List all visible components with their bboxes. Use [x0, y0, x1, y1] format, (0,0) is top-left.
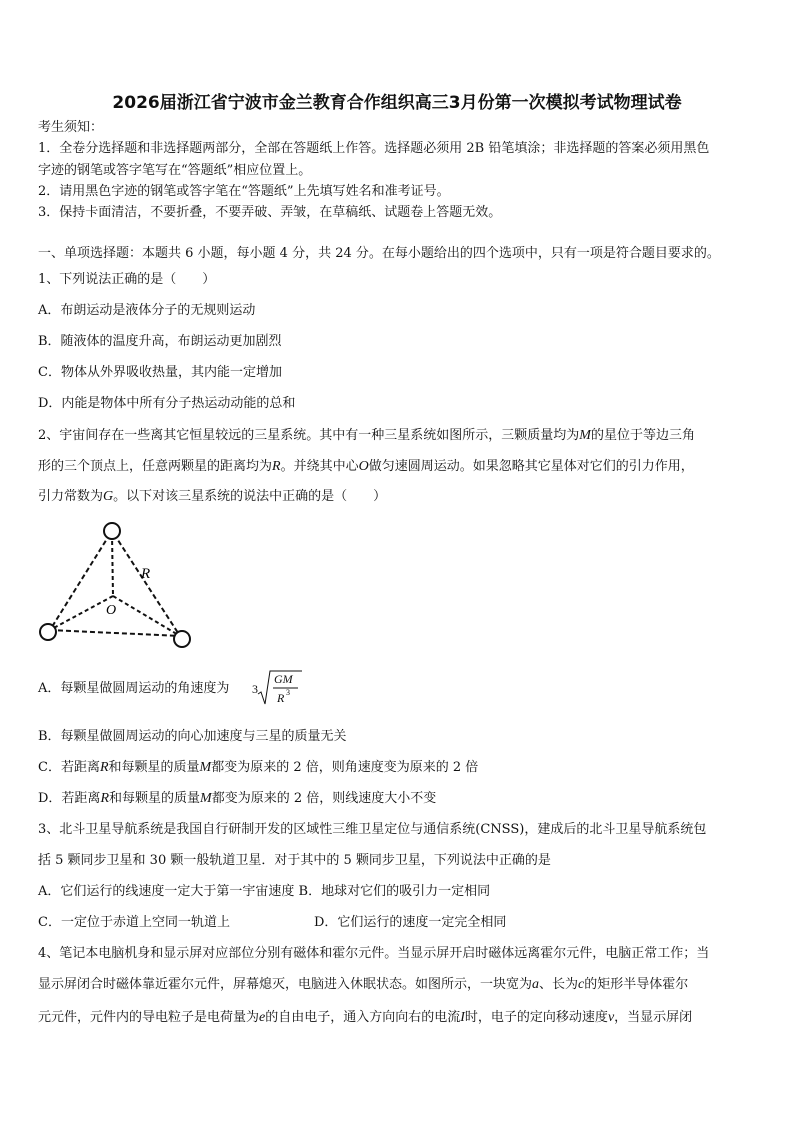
var-m: M [579, 428, 591, 443]
q4-text: 的矩形半导体霍尔 [584, 977, 689, 992]
q4-stem-line3 [38, 1009, 692, 1027]
q3-stem-line1: 3、北斗卫星导航系统是我国自行研制开发的区域性三维卫星定位与通信系统(CNSS)，建成后的北斗卫星导航系统包 [38, 822, 707, 837]
var-g: G [103, 489, 114, 504]
notice-item-1b: 字迹的钢笔或答字笔写在“答题纸”相应位置上。 [38, 163, 312, 178]
var-a: a [532, 977, 540, 992]
q2-text: 都变为原来的 2 倍，则线速度大小不变 [211, 791, 437, 806]
q2-text: 的星位于等边三角 [590, 428, 695, 443]
section-heading: 一、单项选择题：本题共 6 小题，每小题 4 分，共 24 分。在每小题给出的四个选项中，只有一项是符合题目要求的。 [38, 246, 720, 261]
q4-text: ，当显示屏闭 [614, 1010, 693, 1025]
star-top [104, 523, 120, 539]
q2-text: 2、宇宙间存在一些离其它恒星较远的三星系统。其中有一种三星系统如图所示，三颗质量均为 [38, 428, 580, 443]
q1-option-b: B．随液体的温度升高，布朗运动更加剧烈 [38, 334, 282, 349]
q2-text: D．若距离 [38, 791, 101, 806]
var-r: R [272, 459, 281, 474]
label-o: O [106, 603, 117, 618]
q1-stem: 1、下列说法正确的是（ ） [38, 272, 216, 287]
star-right [174, 631, 190, 647]
q4-stem-line2 [38, 976, 688, 994]
q3-stem-line2: 括 5 颗同步卫星和 30 颗一般轨道卫星．对于其中的 5 颗同步卫星，下列说法中正确的是 [38, 853, 551, 868]
edge-top-left [50, 534, 110, 630]
notice-heading: 考生须知： [38, 120, 104, 135]
q3-option-ab: A．它们运行的线速度一定大于第一宇宙速度 B．地球对它们的吸引力一定相同 [38, 884, 491, 899]
denominator-exponent: 3 [286, 688, 290, 697]
q2-stem-line3 [38, 488, 386, 506]
q2-text: 做匀速圆周运动。如果忽略其它星体对它们的引力作用， [368, 459, 694, 474]
notice-item-3: 3．保持卡面清洁，不要折叠，不要弄破、弄皱，在草稿纸、试题卷上答题无效。 [38, 205, 502, 220]
q2-stem-line1 [38, 427, 695, 445]
fraction-denominator: R [277, 691, 285, 705]
q4-text: 显示屏闭合时磁体靠近霍尔元件，屏幕熄灭，电脑进入休眠状态。如图所示，一块宽为 [38, 977, 533, 992]
radius-right [113, 596, 180, 636]
star-left [40, 624, 56, 640]
q4-text: 、长为 [539, 977, 579, 992]
q2-text: 引力常数为 [38, 489, 104, 504]
edge-bottom [50, 630, 180, 636]
var-c: c [578, 977, 585, 992]
q2-stem-line2 [38, 458, 694, 476]
q1-option-d: D．内能是物体中所有分子热运动动能的总和 [38, 396, 296, 411]
root-index: 3 [252, 682, 258, 696]
var-v: v [607, 1010, 615, 1025]
var-m: M [199, 760, 212, 775]
q2-text: 。并绕其中心 [280, 459, 359, 474]
q2-a-text: A．每颗星做圆周运动的角速度为 [38, 681, 230, 696]
q2-text: 都变为原来的 2 倍，则角速度变为原来的 2 倍 [211, 760, 479, 775]
q2-option-b: B．每颗星做圆周运动的向心加速度与三星的质量无关 [38, 729, 347, 744]
q2-text: 和每颗星的质量 [109, 791, 201, 806]
radius-left [50, 596, 113, 630]
q2-text: 和每颗星的质量 [108, 760, 200, 775]
q3-option-c: C．一定位于赤道上空同一轨道上 [38, 915, 230, 930]
var-r: R [99, 760, 109, 775]
q3-option-d: D．它们运行的速度一定完全相同 [314, 915, 507, 930]
edge-top-right [114, 534, 180, 636]
q1-option-c: C．物体从外界吸收热量，其内能一定增加 [38, 365, 282, 380]
q2-option-d [38, 790, 436, 808]
q1-option-a: A．布朗运动是液体分子的无规则运动 [38, 303, 256, 318]
q4-text: 的自由电子，通入方向向右的电流 [265, 1010, 461, 1025]
q2-text: 。以下对该三星系统的说法中正确的是（ ） [113, 489, 387, 504]
var-e: e [259, 1010, 266, 1025]
q2-a-formula [250, 668, 310, 710]
q2-option-a [38, 680, 229, 698]
notice-item-2: 2．请用黑色字迹的钢笔或答字笔在“答题纸”上先填写姓名和准考证号。 [38, 184, 450, 199]
q2-text: 形的三个顶点上，任意两颗星的距离均为 [38, 459, 273, 474]
var-m: M [200, 791, 212, 806]
var-i: I [460, 1010, 465, 1025]
notice-item-1a: 1．全卷分选择题和非选择题两部分，全部在答题纸上作答。选择题必须用 2B 铅笔填涂；非选择题的答案必须用黑色 [38, 141, 710, 156]
three-star-diagram [34, 518, 194, 648]
page-title: 2026届浙江省宁波市金兰教育合作组织高三3月份第一次模拟考试物理试卷 [112, 93, 682, 113]
q4-stem-line1: 4、笔记本电脑机身和显示屏对应部位分别有磁体和霍尔元件。当显示屏开启时磁体远离霍尔元件，电脑正常工作；当 [38, 946, 710, 961]
q2-option-c [38, 759, 478, 777]
q4-text: 元元件，元件内的导电粒子是电荷量为 [38, 1010, 260, 1025]
q4-text: 时，电子的定向移动速度 [464, 1010, 608, 1025]
fraction-numerator: GM [274, 672, 293, 686]
radius-top [112, 534, 113, 596]
q2-text: C．若距离 [38, 760, 100, 775]
var-o: O [358, 459, 369, 474]
var-r: R [100, 791, 109, 806]
label-r: R [141, 566, 151, 582]
